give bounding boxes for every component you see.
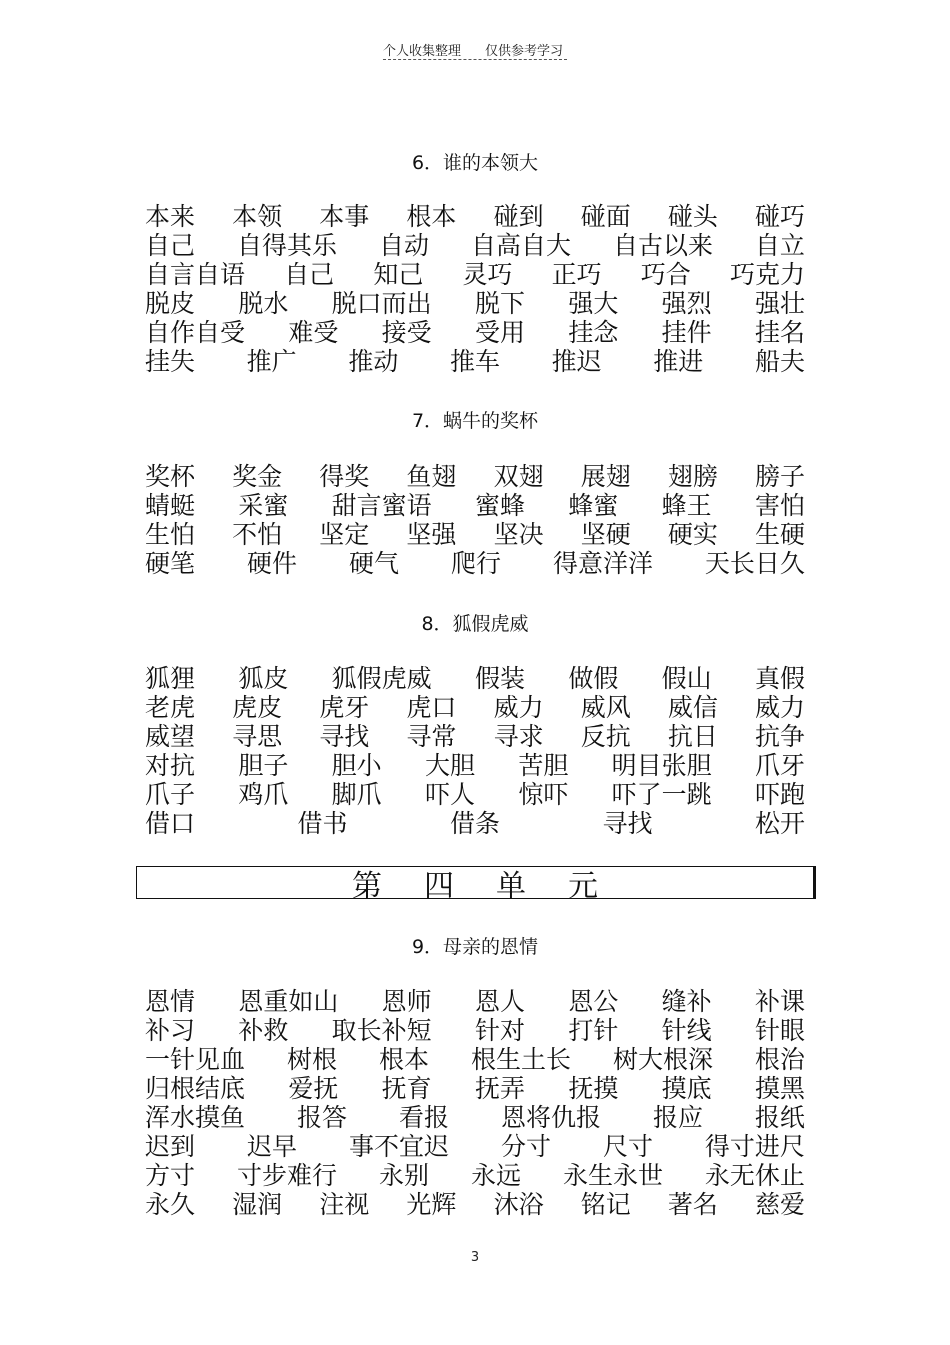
word: 硬实 (667, 520, 718, 549)
word: 迟早 (246, 1132, 297, 1161)
word: 真假 (754, 664, 805, 693)
word: 抚弄 (474, 1074, 525, 1103)
header-divider (383, 59, 567, 60)
word: 松开 (754, 809, 805, 838)
word: 寻思 (232, 722, 283, 751)
lesson-title-7: 7．蜗牛的奖杯 (411, 410, 539, 432)
word: 方寸 (145, 1161, 196, 1190)
word: 推广 (246, 347, 297, 376)
word-row (145, 722, 805, 751)
word: 报答 (296, 1103, 347, 1132)
word-row (145, 1132, 805, 1161)
word: 威信 (667, 693, 718, 722)
word: 鱼翅 (406, 462, 457, 491)
word: 奖金 (232, 462, 283, 491)
word: 挂失 (145, 347, 196, 376)
word-row (145, 1016, 805, 1045)
word: 树根 (286, 1045, 337, 1074)
word: 狐假虎威 (331, 664, 432, 693)
word: 推车 (449, 347, 500, 376)
word: 自立 (754, 231, 805, 260)
word-row (145, 1045, 805, 1074)
word: 推进 (653, 347, 704, 376)
word: 吓人 (424, 780, 475, 809)
word: 蜜蜂 (474, 491, 525, 520)
word: 蜂蜜 (568, 491, 619, 520)
word: 挂念 (568, 318, 619, 347)
word: 永生永世 (562, 1161, 663, 1190)
word-row (145, 1074, 805, 1103)
word-list-8 (145, 664, 805, 838)
page-number: 3 (470, 1250, 480, 1265)
word: 抚育 (381, 1074, 432, 1103)
word-row (145, 289, 805, 318)
word: 归根结底 (145, 1074, 246, 1103)
word: 难受 (288, 318, 339, 347)
word: 看报 (398, 1103, 449, 1132)
word: 大胆 (424, 751, 475, 780)
word: 碰巧 (754, 202, 805, 231)
word-row (145, 491, 805, 520)
word: 爪牙 (754, 751, 805, 780)
word-row (145, 693, 805, 722)
header-left-text: 个人收集整理 (383, 44, 462, 59)
word-row (145, 809, 805, 838)
word: 寻找 (602, 809, 653, 838)
word: 脚爪 (331, 780, 382, 809)
word: 生硬 (754, 520, 805, 549)
word: 坚定 (319, 520, 370, 549)
word: 狐皮 (238, 664, 289, 693)
word: 寻常 (406, 722, 457, 751)
word: 推迟 (551, 347, 602, 376)
word: 沐浴 (493, 1190, 544, 1219)
word: 生怕 (145, 520, 196, 549)
word: 自得其乐 (236, 231, 337, 260)
word-row (145, 780, 805, 809)
word: 分寸 (500, 1132, 551, 1161)
word: 针眼 (754, 1016, 805, 1045)
word: 一针见血 (145, 1045, 246, 1074)
word: 补习 (145, 1016, 196, 1045)
word: 永远 (470, 1161, 521, 1190)
word-row (145, 1190, 805, 1219)
word: 寻找 (319, 722, 370, 751)
word: 根治 (754, 1045, 805, 1074)
word: 强壮 (754, 289, 805, 318)
word: 摸底 (661, 1074, 712, 1103)
word: 碰到 (493, 202, 544, 231)
word: 坚决 (493, 520, 544, 549)
unit-heading-box (136, 866, 816, 904)
word: 报应 (652, 1103, 703, 1132)
word-row (145, 231, 805, 260)
lesson-title-8: 8．狐假虎威 (421, 613, 529, 635)
word: 恩情 (145, 987, 196, 1016)
word: 脱皮 (145, 289, 196, 318)
word: 本事 (319, 202, 370, 231)
word: 恩公 (568, 987, 619, 1016)
page-header (383, 40, 567, 59)
word: 做假 (568, 664, 619, 693)
word: 脱下 (474, 289, 525, 318)
word-row (145, 318, 805, 347)
word: 蜻蜓 (145, 491, 196, 520)
word: 吓跑 (754, 780, 805, 809)
word: 不怕 (232, 520, 283, 549)
word: 寻求 (493, 722, 544, 751)
word-row (145, 462, 805, 491)
word: 坚强 (406, 520, 457, 549)
word: 翅膀 (667, 462, 718, 491)
word: 著名 (667, 1190, 718, 1219)
word: 吓了一跳 (611, 780, 712, 809)
word: 永久 (145, 1190, 196, 1219)
word: 寸步难行 (236, 1161, 337, 1190)
word: 抚摸 (568, 1074, 619, 1103)
word: 虎皮 (232, 693, 283, 722)
word: 自己 (284, 260, 335, 289)
word: 光辉 (406, 1190, 457, 1219)
word-row (145, 549, 805, 578)
lesson-title-9: 9．母亲的恩情 (411, 936, 539, 958)
word: 坚硬 (580, 520, 631, 549)
word: 补课 (754, 987, 805, 1016)
word: 展翅 (580, 462, 631, 491)
word: 威力 (754, 693, 805, 722)
header-right-text: 仅供参考学习 (485, 44, 564, 59)
word: 老虎 (145, 693, 196, 722)
word-row (145, 260, 805, 289)
word: 恩人 (474, 987, 525, 1016)
word: 恩重如山 (238, 987, 339, 1016)
word: 恩师 (381, 987, 432, 1016)
lesson-title-6: 6．谁的本领大 (411, 152, 539, 174)
word: 脱口而出 (331, 289, 432, 318)
word: 爱抚 (288, 1074, 339, 1103)
word: 借口 (145, 809, 196, 838)
word: 挂名 (754, 318, 805, 347)
word: 狐狸 (145, 664, 196, 693)
word: 碰头 (667, 202, 718, 231)
word: 威力 (493, 693, 544, 722)
word: 明目张胆 (611, 751, 712, 780)
word: 抗争 (754, 722, 805, 751)
word: 注视 (319, 1190, 370, 1219)
word: 强大 (568, 289, 619, 318)
word: 树大根深 (612, 1045, 713, 1074)
word: 摸黑 (754, 1074, 805, 1103)
word: 惊吓 (518, 780, 569, 809)
word: 永无休止 (704, 1161, 805, 1190)
word: 膀子 (754, 462, 805, 491)
word-list-9 (145, 987, 805, 1219)
word: 双翅 (493, 462, 544, 491)
word-list-7 (145, 462, 805, 578)
word: 报纸 (754, 1103, 805, 1132)
word: 知己 (373, 260, 424, 289)
word: 反抗 (580, 722, 631, 751)
word-list-6 (145, 202, 805, 376)
word: 得意洋洋 (552, 549, 653, 578)
word: 挂件 (661, 318, 712, 347)
word-row (145, 520, 805, 549)
word: 胆小 (331, 751, 382, 780)
word: 巧克力 (729, 260, 805, 289)
word: 正巧 (551, 260, 602, 289)
word: 奖杯 (145, 462, 196, 491)
word: 浑水摸鱼 (145, 1103, 246, 1132)
word: 根本 (378, 1045, 429, 1074)
word: 得寸进尺 (704, 1132, 805, 1161)
word: 甜言蜜语 (331, 491, 432, 520)
word: 爪子 (145, 780, 196, 809)
word: 取长补短 (331, 1016, 432, 1045)
word: 自作自受 (145, 318, 246, 347)
word-row (145, 1103, 805, 1132)
word: 脱水 (238, 289, 289, 318)
word: 虎牙 (319, 693, 370, 722)
word: 强烈 (661, 289, 712, 318)
word: 威望 (145, 722, 196, 751)
word: 打针 (568, 1016, 619, 1045)
word: 借条 (449, 809, 500, 838)
word: 本领 (232, 202, 283, 231)
word-row (145, 987, 805, 1016)
word: 害怕 (754, 491, 805, 520)
word: 针线 (661, 1016, 712, 1045)
word: 虎口 (406, 693, 457, 722)
word: 爬行 (450, 549, 501, 578)
word: 假山 (661, 664, 712, 693)
word: 推动 (348, 347, 399, 376)
word: 自言自语 (145, 260, 246, 289)
word: 缝补 (661, 987, 712, 1016)
word: 蜂王 (661, 491, 712, 520)
word: 碰面 (580, 202, 631, 231)
word: 根本 (406, 202, 457, 231)
word: 硬笔 (145, 549, 196, 578)
word: 船夫 (754, 347, 805, 376)
word-row (145, 664, 805, 693)
word: 自古以来 (612, 231, 713, 260)
word: 补救 (238, 1016, 289, 1045)
word: 灵巧 (462, 260, 513, 289)
word: 接受 (381, 318, 432, 347)
word: 对抗 (145, 751, 196, 780)
word: 恩将仇报 (500, 1103, 601, 1132)
word: 慈爱 (754, 1190, 805, 1219)
word: 自己 (145, 231, 196, 260)
word: 湿润 (232, 1190, 283, 1219)
word: 胆子 (238, 751, 289, 780)
word-row (145, 751, 805, 780)
word-row (145, 1161, 805, 1190)
word: 针对 (474, 1016, 525, 1045)
word: 威风 (580, 693, 631, 722)
word-row (145, 347, 805, 376)
word: 假装 (474, 664, 525, 693)
word: 天长日久 (704, 549, 805, 578)
word: 受用 (474, 318, 525, 347)
word: 事不宜迟 (348, 1132, 449, 1161)
word-row (145, 202, 805, 231)
word: 得奖 (319, 462, 370, 491)
word: 苦胆 (518, 751, 569, 780)
word: 铭记 (580, 1190, 631, 1219)
word: 永别 (378, 1161, 429, 1190)
word: 硬气 (348, 549, 399, 578)
word: 自动 (378, 231, 429, 260)
word: 抗日 (667, 722, 718, 751)
word: 自高自大 (470, 231, 571, 260)
word: 本来 (145, 202, 196, 231)
word: 鸡爪 (238, 780, 289, 809)
word: 巧合 (640, 260, 691, 289)
word: 迟到 (145, 1132, 196, 1161)
word: 采蜜 (238, 491, 289, 520)
word: 硬件 (246, 549, 297, 578)
word: 尺寸 (602, 1132, 653, 1161)
unit-title: 第四单元 (352, 868, 640, 904)
word: 根生土长 (470, 1045, 571, 1074)
word: 借书 (297, 809, 348, 838)
